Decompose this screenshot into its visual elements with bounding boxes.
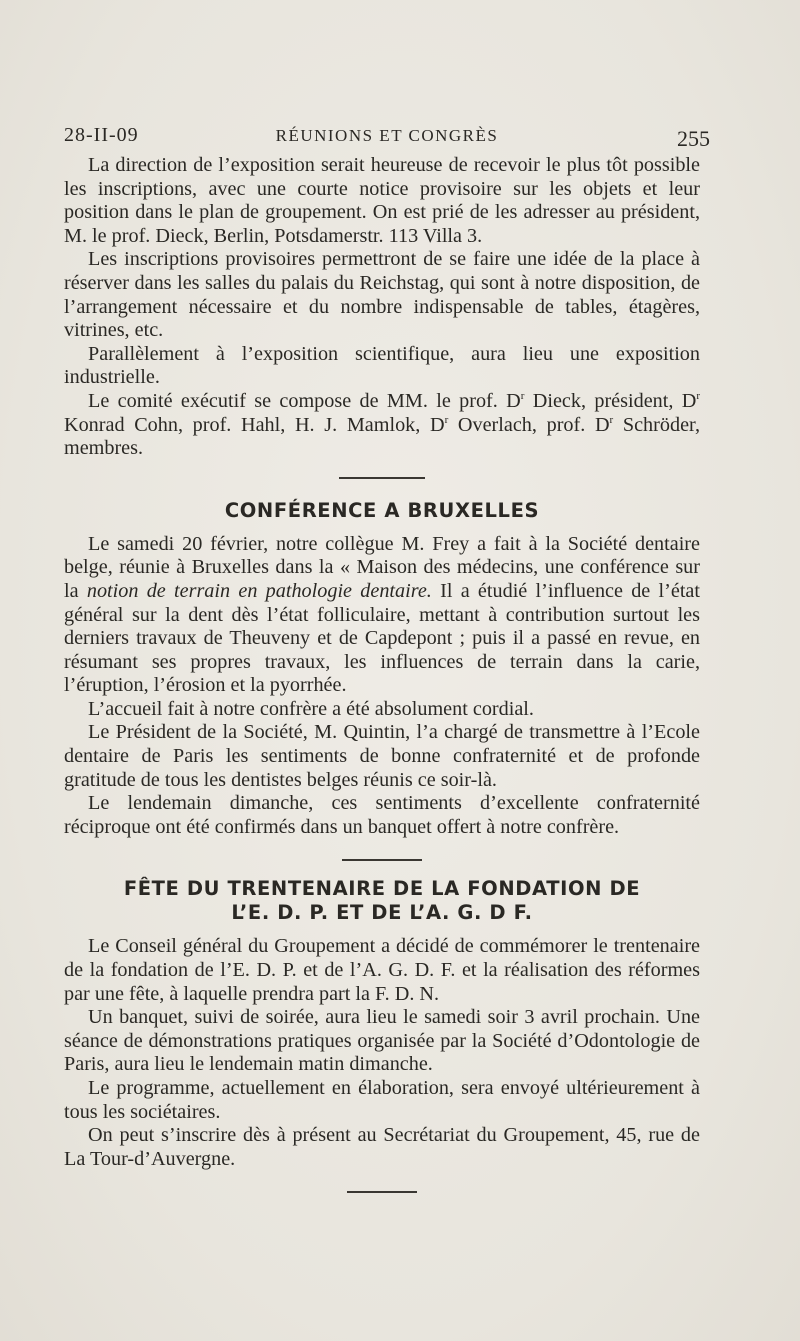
running-header [64, 124, 710, 154]
paragraph: La direction de l’exposition serait heureuse de recevoir le plus tôt possible les inscriptions, avec une courte notice provisoire sur les objets et leur position dans le plan de groupement. On est prié de les adresser au président, M. le prof. Dieck, Berlin, Potsdamerstr. 113 Villa 3. [64, 154, 700, 247]
section-divider [339, 477, 425, 479]
superscript: r [520, 389, 525, 402]
section-conference [64, 499, 700, 840]
section-heading: CONFÉRENCE A BRUXELLES [224, 498, 540, 522]
paragraph: Les inscriptions provisoires permettront de se faire une idée de la place à réserver dans les salles du palais du Reichstag, qui sont à notre disposition, de l’arrangement nécessaire et du nombre indispensable de tables, étagères, vitrines, etc. [64, 248, 700, 342]
paragraph-committee [64, 390, 700, 461]
text-run: Overlach, prof. D [448, 413, 610, 436]
paragraph: Le lendemain dimanche, ces sentiments d’excellente confraternité réciproque ont été confirmés dans un banquet offert à notre confrère. [64, 792, 700, 838]
paragraph: Parallèlement à l’exposition scientifique, aura lieu une exposition industrielle. [64, 342, 700, 389]
article-body [64, 154, 700, 1193]
text-run: Konrad Cohn, prof. Hahl, H. J. Mamlok, D [64, 413, 445, 436]
heading-line: L’E. D. P. ET DE L’A. G. D F. [231, 901, 533, 925]
paragraph: Le programme, actuellement en élaboration, sera envoyé ultérieurement à tous les sociétaires. [64, 1077, 700, 1123]
heading-line: FÊTE DU TRENTENAIRE DE LA FONDATION DE [123, 877, 641, 901]
page-number: 255 [677, 126, 710, 151]
paragraph: Le Conseil général du Groupement a décidé de commémorer le trentenaire de la fondation de l’E. D. P. et de l’A. G. D. F. et la réalisation des réformes par une fête, à laquelle prendra part la F. D. N. [64, 935, 700, 1005]
italic-title: notion de terrain en pathologie dentaire. [86, 579, 432, 602]
end-divider [347, 1191, 417, 1193]
section-heading [64, 877, 700, 925]
text-run: Il a étudié l’influence de l’état général sur la dent dès l’état folliculaire, mettant à contribution surtout les derniers travaux de Theuveny et de Capdepont ; puis il a passé en revue, en résumant ses propres travaux, les influences de terrain dans la carie, l’éruption, l’érosion et la pyorrhée. [64, 579, 701, 697]
text-run: Schröder, membres. [64, 413, 700, 460]
superscript: r [609, 413, 614, 426]
text-run: Le samedi 20 février, notre collègue M. Frey a fait à la Société dentaire belge, réunie à Bruxelles dans la « Maison des médecins, une conférence sur la [64, 532, 700, 602]
paragraph: Le Président de la Société, M. Quintin, l’a chargé de transmettre à l’Ecole dentaire de Paris les sentiments de bonne confraternité et de profonde gratitude de tous les dentistes belges réunis ce soir-là. [64, 721, 700, 791]
superscript: r [696, 389, 701, 402]
running-title: RÉUNIONS ET CONGRÈS [275, 126, 499, 145]
section-exposition [64, 154, 700, 461]
header-date: 28-II-09 [64, 124, 139, 146]
paragraph: L’accueil fait à notre confrère a été absolument cordial. [88, 697, 534, 720]
section-divider [342, 859, 422, 861]
paragraph [64, 533, 700, 698]
text-run: Le comité exécutif se compose de MM. le prof. D [88, 389, 521, 412]
text-run: Dieck, président, D [524, 389, 697, 412]
superscript: r [444, 413, 449, 426]
section-fete [64, 877, 700, 1171]
paragraph: On peut s’inscrire dès à présent au Secrétariat du Groupement, 45, rue de La Tour-d’Auvergne. [64, 1124, 700, 1170]
paragraph: Un banquet, suivi de soirée, aura lieu le samedi soir 3 avril prochain. Une séance de démonstrations pratiques organisée par la Société d’Odontologie de Paris, aura lieu le lendemain matin dimanche. [64, 1006, 700, 1076]
